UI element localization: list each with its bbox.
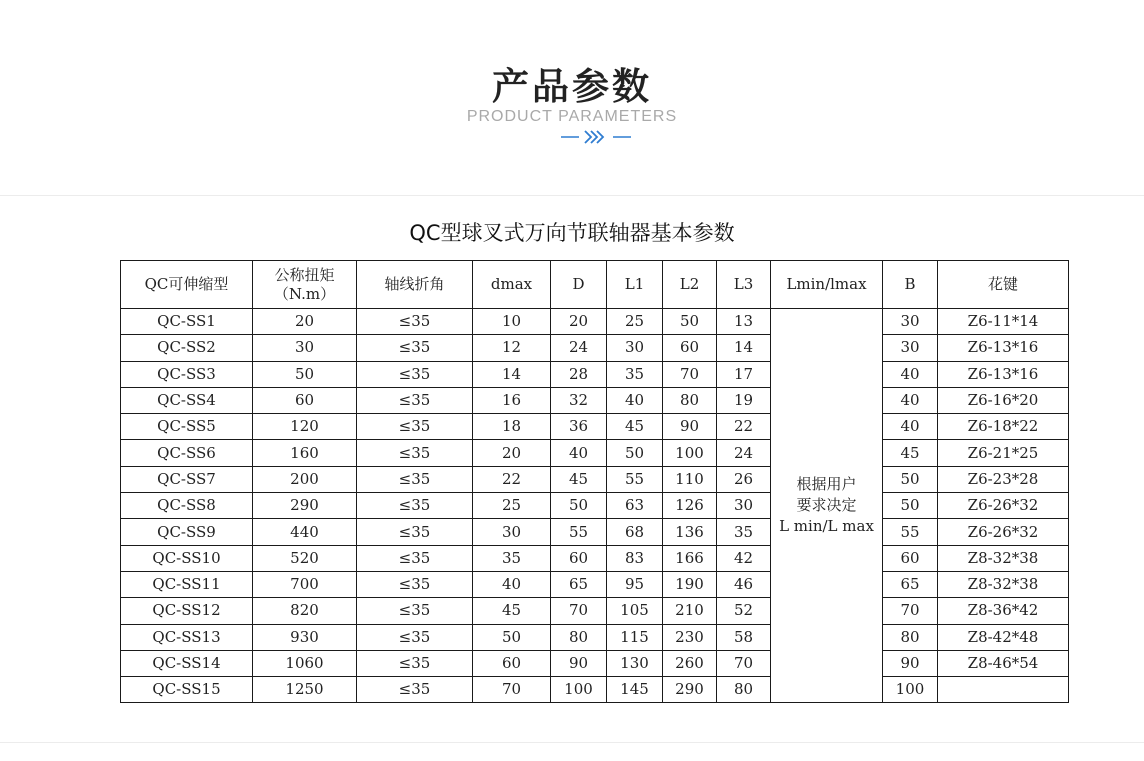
- table-cell: 14: [717, 335, 771, 361]
- table-cell: 105: [607, 598, 663, 624]
- table-cell: 40: [607, 387, 663, 413]
- column-header-line: （N.m）: [273, 284, 336, 303]
- table-row: [121, 335, 1069, 361]
- table-cell: 130: [607, 650, 663, 676]
- table-cell: 22: [473, 466, 551, 492]
- table-cell: 100: [883, 677, 938, 703]
- table-row: [121, 387, 1069, 413]
- table-row: [121, 571, 1069, 597]
- table-cell: 55: [883, 519, 938, 545]
- table-row: [121, 440, 1069, 466]
- table-cell: 70: [883, 598, 938, 624]
- table-cell: QC-SS7: [121, 466, 253, 492]
- column-header: L1: [607, 261, 663, 309]
- table-cell: 160: [253, 440, 357, 466]
- table-cell: 35: [607, 361, 663, 387]
- table-cell: QC-SS3: [121, 361, 253, 387]
- table-cell: 30: [717, 493, 771, 519]
- table-cell: 60: [253, 387, 357, 413]
- table-cell: 36: [551, 414, 607, 440]
- table-cell: 190: [663, 571, 717, 597]
- table-cell: 70: [473, 677, 551, 703]
- table-cell: Z6-13*16: [938, 361, 1069, 387]
- section-subtitle: PRODUCT PARAMETERS: [466, 108, 678, 125]
- table-cell: 50: [883, 493, 938, 519]
- table-cell: 63: [607, 493, 663, 519]
- table-cell: QC-SS5: [121, 414, 253, 440]
- table-body: [121, 261, 1069, 703]
- table-cell: 42: [717, 545, 771, 571]
- table-cell: 52: [717, 598, 771, 624]
- table-cell: QC-SS6: [121, 440, 253, 466]
- table-cell: 55: [607, 466, 663, 492]
- table-cell: 520: [253, 545, 357, 571]
- table-cell: QC-SS1: [121, 309, 253, 335]
- table-cell: 95: [607, 571, 663, 597]
- table-cell: 40: [551, 440, 607, 466]
- table-cell: ≤35: [357, 519, 473, 545]
- length-note-line: 根据用户: [796, 475, 857, 494]
- table-cell: 80: [663, 387, 717, 413]
- table-cell: 14: [473, 361, 551, 387]
- table-cell: ≤35: [357, 493, 473, 519]
- table-row: [121, 466, 1069, 492]
- length-note-line: L min/L max: [779, 517, 874, 536]
- table-cell: 126: [663, 493, 717, 519]
- table-cell: 80: [717, 677, 771, 703]
- table-cell: QC-SS8: [121, 493, 253, 519]
- table-cell: 25: [607, 309, 663, 335]
- table-cell: 12: [473, 335, 551, 361]
- table-cell: ≤35: [357, 677, 473, 703]
- table-cell: 60: [473, 650, 551, 676]
- table-cell: 440: [253, 519, 357, 545]
- table-cell: ≤35: [357, 309, 473, 335]
- table-cell: 30: [473, 519, 551, 545]
- table-cell: 80: [883, 624, 938, 650]
- table-cell: 25: [473, 493, 551, 519]
- table-title: QC型球叉式万向节联轴器基本参数: [409, 221, 735, 245]
- table-cell: [938, 677, 1069, 703]
- table-cell: 90: [883, 650, 938, 676]
- table-cell: 30: [883, 335, 938, 361]
- table-row: [121, 493, 1069, 519]
- table-cell: ≤35: [357, 650, 473, 676]
- table-cell: ≤35: [357, 361, 473, 387]
- table-cell: 20: [253, 309, 357, 335]
- length-note-line: 要求决定: [796, 496, 857, 515]
- table-cell: Z6-23*28: [938, 466, 1069, 492]
- table-cell: Z6-16*20: [938, 387, 1069, 413]
- column-header: D: [551, 261, 607, 309]
- table-cell: 100: [551, 677, 607, 703]
- table-row: [121, 598, 1069, 624]
- table-cell: 70: [551, 598, 607, 624]
- table-cell: 166: [663, 545, 717, 571]
- table-cell: QC-SS10: [121, 545, 253, 571]
- table-cell: 60: [663, 335, 717, 361]
- table-cell: 145: [607, 677, 663, 703]
- table-cell: 68: [607, 519, 663, 545]
- table-cell: 50: [607, 440, 663, 466]
- double-chevron-icon: [559, 128, 633, 146]
- table-cell: 70: [717, 650, 771, 676]
- table-row: [121, 519, 1069, 545]
- table-cell: 45: [883, 440, 938, 466]
- table-cell: Z6-18*22: [938, 414, 1069, 440]
- table-cell: 210: [663, 598, 717, 624]
- table-cell: 26: [717, 466, 771, 492]
- table-cell: 290: [253, 493, 357, 519]
- table-cell: 200: [253, 466, 357, 492]
- table-cell: Z6-26*32: [938, 493, 1069, 519]
- table-cell: 700: [253, 571, 357, 597]
- table-cell: QC-SS9: [121, 519, 253, 545]
- table-cell: 45: [607, 414, 663, 440]
- table-cell: ≤35: [357, 598, 473, 624]
- table-cell: Z6-21*25: [938, 440, 1069, 466]
- table-cell: 90: [551, 650, 607, 676]
- table-cell: ≤35: [357, 387, 473, 413]
- table-cell: 40: [473, 571, 551, 597]
- table-cell: QC-SS2: [121, 335, 253, 361]
- column-header: Lmin/lmax: [771, 261, 883, 309]
- table-cell: 10: [473, 309, 551, 335]
- table-cell: 136: [663, 519, 717, 545]
- table-cell: 30: [883, 309, 938, 335]
- table-cell: 28: [551, 361, 607, 387]
- table-cell: 19: [717, 387, 771, 413]
- table-cell: 40: [883, 387, 938, 413]
- table-cell: ≤35: [357, 624, 473, 650]
- section-title: 产品参数: [492, 65, 652, 108]
- table-cell: 55: [551, 519, 607, 545]
- section-header: [0, 0, 1144, 195]
- column-header: L3: [717, 261, 771, 309]
- table-cell: 115: [607, 624, 663, 650]
- table-cell: Z8-32*38: [938, 545, 1069, 571]
- table-cell: 83: [607, 545, 663, 571]
- table-cell: 60: [883, 545, 938, 571]
- table-cell: 80: [551, 624, 607, 650]
- table-cell: 22: [717, 414, 771, 440]
- table-cell: 50: [883, 466, 938, 492]
- table-cell: 65: [883, 571, 938, 597]
- table-cell: 24: [717, 440, 771, 466]
- table-cell: 16: [473, 387, 551, 413]
- table-cell: 230: [663, 624, 717, 650]
- divider: [0, 742, 1144, 743]
- table-cell: 58: [717, 624, 771, 650]
- table-row: [121, 414, 1069, 440]
- table-cell: QC-SS4: [121, 387, 253, 413]
- table-cell: QC-SS15: [121, 677, 253, 703]
- table-row: [121, 677, 1069, 703]
- table-cell: 45: [551, 466, 607, 492]
- table-cell: 1060: [253, 650, 357, 676]
- table-cell: 90: [663, 414, 717, 440]
- table-row: [121, 361, 1069, 387]
- column-header: 轴线折角: [357, 261, 473, 309]
- table-cell: QC-SS13: [121, 624, 253, 650]
- table-cell: 50: [253, 361, 357, 387]
- column-header: [253, 261, 357, 309]
- table-cell: QC-SS14: [121, 650, 253, 676]
- table-cell: 820: [253, 598, 357, 624]
- table-cell: 290: [663, 677, 717, 703]
- table-cell: 40: [883, 414, 938, 440]
- table-cell: 110: [663, 466, 717, 492]
- table-cell: Z8-42*48: [938, 624, 1069, 650]
- column-header-line: 公称扭矩: [274, 265, 335, 284]
- table-row: [121, 545, 1069, 571]
- table-cell: ≤35: [357, 414, 473, 440]
- table-cell: 30: [607, 335, 663, 361]
- table-cell: 30: [253, 335, 357, 361]
- column-header: dmax: [473, 261, 551, 309]
- table-cell: 46: [717, 571, 771, 597]
- table-cell: 24: [551, 335, 607, 361]
- table-cell: ≤35: [357, 571, 473, 597]
- table-cell: 20: [551, 309, 607, 335]
- table-cell: 50: [473, 624, 551, 650]
- column-header: B: [883, 261, 938, 309]
- table-cell: ≤35: [357, 466, 473, 492]
- table-cell: 50: [663, 309, 717, 335]
- table-cell: Z6-26*32: [938, 519, 1069, 545]
- table-cell: 45: [473, 598, 551, 624]
- table-cell: 35: [473, 545, 551, 571]
- table-cell: 18: [473, 414, 551, 440]
- table-cell: 930: [253, 624, 357, 650]
- table-cell: 260: [663, 650, 717, 676]
- table-cell: Z6-13*16: [938, 335, 1069, 361]
- length-note-cell: [771, 309, 883, 703]
- column-header: QC可伸缩型: [121, 261, 253, 309]
- table-row: [121, 650, 1069, 676]
- parameter-table: [120, 260, 1069, 703]
- table-cell: 100: [663, 440, 717, 466]
- table-cell: 120: [253, 414, 357, 440]
- table-cell: 17: [717, 361, 771, 387]
- table-cell: 65: [551, 571, 607, 597]
- table-cell: 60: [551, 545, 607, 571]
- table-row: [121, 624, 1069, 650]
- table-cell: 50: [551, 493, 607, 519]
- table-cell: 32: [551, 387, 607, 413]
- table-row: [121, 309, 1069, 335]
- table-cell: 20: [473, 440, 551, 466]
- table-cell: Z6-11*14: [938, 309, 1069, 335]
- table-cell: Z8-36*42: [938, 598, 1069, 624]
- table-cell: 1250: [253, 677, 357, 703]
- table-cell: 40: [883, 361, 938, 387]
- table-cell: 13: [717, 309, 771, 335]
- divider: [0, 195, 1144, 196]
- table-cell: Z8-46*54: [938, 650, 1069, 676]
- table-cell: Z8-32*38: [938, 571, 1069, 597]
- table-cell: ≤35: [357, 545, 473, 571]
- table-cell: 35: [717, 519, 771, 545]
- column-header: L2: [663, 261, 717, 309]
- table-cell: QC-SS11: [121, 571, 253, 597]
- column-header: 花键: [938, 261, 1069, 309]
- table-cell: ≤35: [357, 440, 473, 466]
- table-cell: ≤35: [357, 335, 473, 361]
- table-cell: QC-SS12: [121, 598, 253, 624]
- table-header-row: [121, 261, 1069, 309]
- table-cell: 70: [663, 361, 717, 387]
